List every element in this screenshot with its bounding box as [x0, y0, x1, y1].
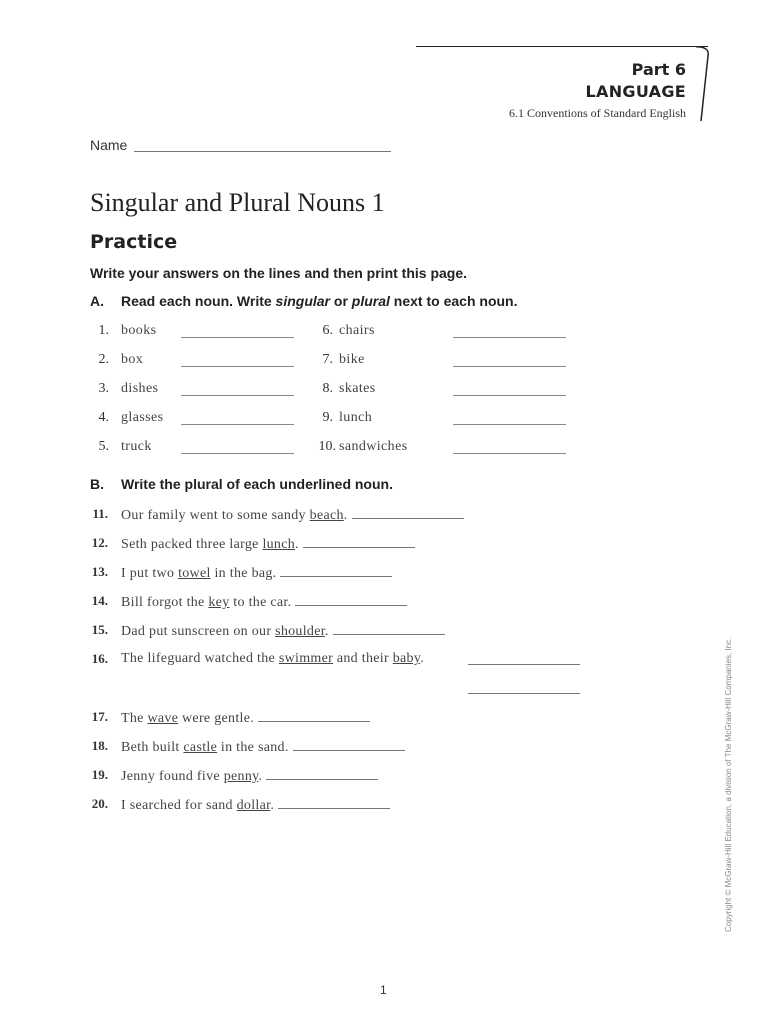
part-b-answer-line[interactable] — [333, 622, 445, 635]
part-b-item-num: 19. — [91, 767, 108, 782]
part-a-answer-line[interactable] — [181, 337, 294, 338]
part-a-item-word: books — [121, 323, 157, 338]
part-b-sentence: The lifeguard watched the swimmer and their baby. — [121, 651, 425, 666]
part-b-sentence: I put two towel in the bag. — [121, 564, 392, 582]
underlined-noun: shoulder — [275, 624, 325, 639]
part-b-answer-line[interactable] — [468, 664, 580, 665]
name-label: Name — [90, 137, 128, 153]
underlined-noun: wave — [147, 711, 179, 726]
part-a-item-num: 4. — [98, 410, 109, 425]
underlined-noun: key — [208, 595, 230, 610]
part-b-answer-line[interactable] — [352, 506, 464, 519]
part-b-sentence: Jenny found five penny. — [121, 767, 378, 785]
part-a-item-num: 10. — [318, 439, 336, 454]
part-a-answer-line[interactable] — [453, 366, 566, 367]
page-title: Singular and Plural Nouns 1 — [90, 188, 385, 217]
part-a-item-num: 7. — [322, 352, 333, 367]
part-b-sentence: Bill forgot the key to the car. — [121, 593, 407, 611]
part-b-item-num: 14. — [91, 593, 108, 608]
part-a-answer-line[interactable] — [453, 337, 566, 338]
part-a-item-word: dishes — [121, 381, 159, 396]
underlined-noun: beach — [309, 508, 344, 523]
part-a-answer-line[interactable] — [181, 424, 294, 425]
part-a-item-num: 1. — [98, 323, 109, 338]
part-b-answer-line[interactable] — [295, 593, 407, 606]
part-b-sentence: Beth built castle in the sand. — [121, 738, 405, 756]
part-a-item-num: 2. — [98, 352, 109, 367]
part-b-directions: Write the plural of each underlined noun. — [121, 476, 393, 492]
part-a-text-2: or — [330, 293, 352, 309]
header-part: Part 6 — [631, 60, 686, 79]
part-a-letter: A. — [90, 293, 104, 309]
name-field-line[interactable] — [134, 151, 391, 152]
part-a-item-word: glasses — [121, 410, 164, 425]
part-b-answer-line[interactable] — [258, 709, 370, 722]
part-a-item-num: 6. — [322, 323, 333, 338]
part-a-item-word: truck — [121, 439, 152, 454]
part-a-item-word: skates — [339, 381, 376, 396]
part-a-directions — [121, 293, 518, 309]
part-b-sentence: Our family went to some sandy beach. — [121, 506, 464, 524]
instructions: Write your answers on the lines and then print this page. — [90, 265, 468, 281]
underlined-noun: towel — [178, 566, 211, 581]
part-a-item-word: box — [121, 352, 144, 367]
part-a-item-word: chairs — [339, 323, 375, 338]
practice-heading: Practice — [90, 231, 178, 253]
part-b-item-num: 15. — [91, 622, 108, 637]
part-a-answer-line[interactable] — [181, 395, 294, 396]
part-b-item-num: 12. — [91, 535, 108, 550]
part-b-answer-line[interactable] — [266, 767, 378, 780]
part-a-item-word: lunch — [339, 410, 373, 425]
part-a-item-num: 5. — [98, 439, 109, 454]
part-b-item-num: 20. — [91, 796, 108, 811]
part-b-item-num: 11. — [92, 506, 108, 521]
part-a-answer-line[interactable] — [453, 453, 566, 454]
part-b-sentence: I searched for sand dollar. — [121, 796, 390, 814]
header-subtitle: 6.1 Conventions of Standard English — [509, 106, 686, 120]
part-b-answer-line[interactable] — [278, 796, 390, 809]
part-b-item-num: 13. — [91, 564, 108, 579]
part-a-text-3: next to each noun. — [389, 293, 518, 309]
part-a-plural: plural — [351, 293, 390, 309]
header-section: LANGUAGE — [585, 82, 686, 101]
part-a-item-num: 8. — [322, 381, 333, 396]
underlined-noun: swimmer — [278, 651, 334, 666]
part-a-item-num: 9. — [322, 410, 333, 425]
part-b-item-num: 16. — [91, 651, 108, 666]
underlined-noun: baby — [392, 651, 421, 666]
part-a-answer-line[interactable] — [181, 366, 294, 367]
part-a-singular: singular — [275, 293, 331, 309]
part-b-answer-line[interactable] — [293, 738, 405, 751]
part-b-answer-line[interactable] — [303, 535, 415, 548]
part-a-item-word: bike — [339, 352, 365, 367]
part-a-answer-line[interactable] — [453, 424, 566, 425]
part-a-item-word: sandwiches — [339, 439, 408, 454]
part-b-answer-line[interactable] — [468, 693, 580, 694]
part-a-item-num: 3. — [98, 381, 109, 396]
part-b-sentence: Dad put sunscreen on our shoulder. — [121, 622, 445, 640]
part-b-sentence: The wave were gentle. — [121, 709, 370, 727]
page-number: 1 — [380, 983, 387, 997]
part-a-answer-line[interactable] — [453, 395, 566, 396]
part-a-text-1: Read each noun. Write — [121, 293, 276, 309]
underlined-noun: penny — [223, 769, 259, 784]
header-rule — [416, 46, 708, 47]
part-b-item-num: 18. — [91, 738, 108, 753]
part-b-item-num: 17. — [91, 709, 108, 724]
part-b-sentence: Seth packed three large lunch. — [121, 535, 415, 553]
copyright-notice: Copyright © McGraw-Hill Education, a division of The McGraw-Hill Companies, Inc. — [724, 637, 733, 932]
part-b-answer-line[interactable] — [280, 564, 392, 577]
underlined-noun: castle — [183, 740, 218, 755]
header-bracket-curve — [696, 46, 720, 122]
part-b-letter: B. — [90, 476, 104, 492]
underlined-noun: lunch — [262, 537, 296, 552]
part-a-answer-line[interactable] — [181, 453, 294, 454]
underlined-noun: dollar — [236, 798, 271, 813]
